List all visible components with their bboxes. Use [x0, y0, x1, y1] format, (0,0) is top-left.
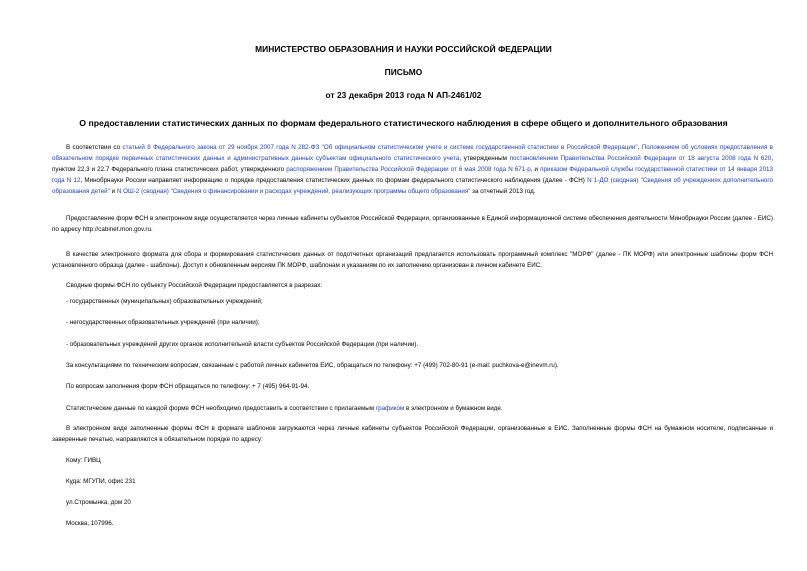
link-resolution-620[interactable]: постановлением Правительства Российской Федерации от 18 августа 2008 года N 620 [509, 154, 772, 162]
p7-text: Статистические данные по каждой форме ФСН необходимо предоставить в соответствии с прилагаемым [66, 405, 376, 412]
paragraph-3: В качестве электронного формата для сбора и формирования статистических данных от подотчетных организаций предлагается использовать программный комплекс "МОРФ" (далее - ПК МОРФ) или электронные шаблоны форм ФСН установленного образца (далее - шаблоны). Доступ к обновленным версиям ПК МОРФ, шаблонам и указаниям по их заполнению организован в личном кабинете ЕИС. [52, 251, 773, 269]
link-law-282[interactable]: статьей 8 Федерального закона от 29 ноября 2007 года N 282-ФЗ "Об официальном статистическом учете и системе государственной статистики в Российской Федерации" [122, 144, 638, 151]
paragraph-1 [52, 143, 773, 198]
p1-text: , утвержденным [459, 154, 510, 162]
paragraph-7 [66, 404, 766, 415]
doc-type: ПИСЬМО [384, 67, 423, 77]
paragraph-8: В электронном виде заполненные формы ФСН в формате шаблонов загружаются через личные кабинеты субъектов Российской Федерации, организованные в ЕИС. Заполненные формы ФСН на бумажном носителе, подписанные и заверенные печатью, направляются в обязательном порядке по адресу: [52, 425, 773, 443]
address-city: Москва, 107996. [66, 520, 114, 527]
paragraph-5: За консультациями по техническим вопросам, связанным с работой личных кабинетов ЕИС, обращаться по телефону: +7 (499) 702-80-91 (e-mail: puchkova-e@inevm.ru). [66, 362, 559, 369]
address-street: ул.Стромынка, дом 20 [66, 499, 131, 506]
address-where: Куда: МГУПИ, офис 231 [66, 478, 136, 485]
link-form-osh2[interactable]: N ОШ-2 (сводная) "Сведения о финансировании и расходах учреждений, реализующих программы общего образования" [116, 187, 471, 195]
doc-date-number: от 23 декабря 2013 года N АП-2461/02 [325, 90, 482, 100]
p1-text: за отчетный 2013 год. [470, 187, 536, 195]
address-to: Кому: ГИВЦ [66, 457, 101, 464]
p1-text: В соответствии со [66, 144, 123, 151]
p1-text: , [637, 144, 642, 151]
paragraph-4: Сводные формы ФСН по субъекту Российской Федерации предоставляется в разрезах: [66, 282, 323, 289]
list-item: - образовательных учреждений других органов исполнительной власти субъектов Российской Федерации (при наличии). [66, 341, 419, 348]
link-schedule[interactable]: графиком [375, 405, 405, 412]
ministry-title: МИНИСТЕРСТВО ОБРАЗОВАНИЯ И НАУКИ РОССИЙСКОЙ ФЕДЕРАЦИИ [255, 44, 552, 54]
p1-text: , и [530, 165, 541, 173]
p7-text: в электронном и бумажном виде. [404, 405, 503, 412]
list-item: - негосударственных образовательных учреждений (при наличии); [66, 319, 260, 326]
letter-subject: О предоставлении статистических данных по формам федерального статистического наблюдения в сфере общего и дополнительного образования [79, 118, 728, 128]
link-order-671[interactable]: распоряжением Правительства Российской Федерации от 6 мая 2008 года N 671-р [286, 165, 531, 173]
link-rosstat-order-12[interactable]: приказом Федеральной службы государственной статистики от 14 января 2013 года N 12 [52, 165, 774, 184]
p1-text: и [109, 187, 117, 195]
list-item: - государственных (муниципальных) образовательных учреждений; [66, 298, 263, 305]
p1-text: , пунктом 22.3 и 22.7 Федерального плана статистических работ, утвержденного [52, 154, 773, 173]
paragraph-2: Предоставление форм ФСН в электронном виде осуществляется через личные кабинеты субъектов Российской Федерации, организованные в Единой информационной системе обеспечения деятельности Минобрнауки России (далее - ЕИС) по адресу http://cabinet.mon.gov.ru. [52, 215, 773, 233]
paragraph-6: По вопросам заполнения форм ФСН обращаться по телефону: + 7 (495) 964-91-94. [66, 383, 310, 390]
link-form-1do[interactable]: N 1-ДО (сводная) "Сведения об учреждениях дополнительного образования детей" [52, 176, 773, 195]
p1-text: , Минобрнауки России направляет информацию о порядке предоставления статистических данных по формам федерального статистического наблюдения (далее - ФСН) [80, 176, 588, 184]
link-provision[interactable]: Положением об условиях предоставления в обязательном порядке первичных статистических данных и административных данных субъектам официального статистического учета [52, 144, 773, 162]
